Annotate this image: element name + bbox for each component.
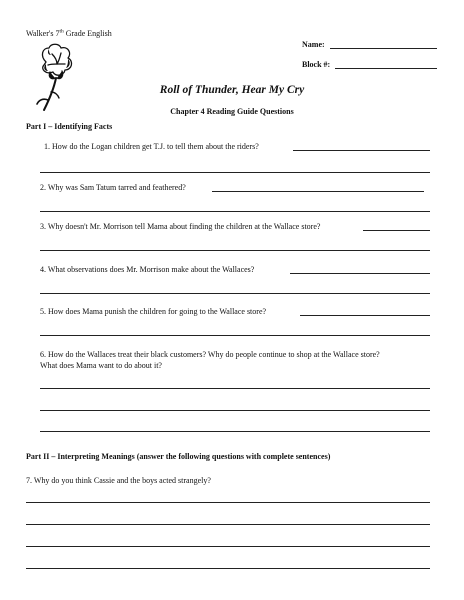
answer-line[interactable] [293, 150, 430, 151]
answer-line[interactable] [212, 191, 424, 192]
name-label: Name: [302, 40, 325, 49]
course-label: Walker's 7th Grade English [26, 28, 112, 38]
question-4: 4. What observations does Mr. Morrison make about the Wallaces? [40, 265, 255, 274]
answer-line[interactable] [40, 335, 430, 336]
answer-line[interactable] [40, 410, 430, 411]
part1-heading: Part I – Identifying Facts [26, 122, 113, 131]
book-title: Roll of Thunder, Hear My Cry [159, 84, 305, 96]
question-3: 3. Why doesn't Mr. Morrison tell Mama about finding the children at the Wallace store? [40, 222, 321, 231]
chapter-subtitle: Chapter 4 Reading Guide Questions [170, 107, 294, 116]
question-2: 2. Why was Sam Tatum tarred and feathered? [40, 183, 186, 192]
answer-line[interactable] [40, 388, 430, 389]
name-field[interactable] [330, 48, 437, 49]
answer-line[interactable] [26, 568, 430, 569]
block-field[interactable] [335, 68, 437, 69]
answer-line[interactable] [363, 230, 430, 231]
question-1: 1. How do the Logan children get T.J. to tell them about the riders? [44, 142, 259, 151]
answer-line[interactable] [40, 211, 430, 212]
answer-line[interactable] [40, 250, 430, 251]
question-5: 5. How does Mama punish the children for going to the Wallace store? [40, 307, 267, 316]
answer-line[interactable] [290, 273, 430, 274]
question-6-continued: What does Mama want to do about it? [40, 361, 162, 370]
cotton-boll-icon [26, 40, 86, 115]
answer-line[interactable] [40, 172, 430, 173]
question-6: 6. How do the Wallaces treat their black customers? Why do people continue to shop at the Wallace store? [40, 350, 380, 359]
answer-line[interactable] [26, 524, 430, 525]
answer-line[interactable] [26, 502, 430, 503]
part2-heading: Part II – Interpreting Meanings (answer the following questions with complete sentences) [26, 452, 331, 461]
answer-line[interactable] [40, 431, 430, 432]
answer-line[interactable] [300, 315, 430, 316]
answer-line[interactable] [26, 546, 430, 547]
answer-line[interactable] [40, 293, 430, 294]
question-7: 7. Why do you think Cassie and the boys acted strangely? [26, 476, 211, 485]
block-label: Block #: [302, 60, 331, 69]
